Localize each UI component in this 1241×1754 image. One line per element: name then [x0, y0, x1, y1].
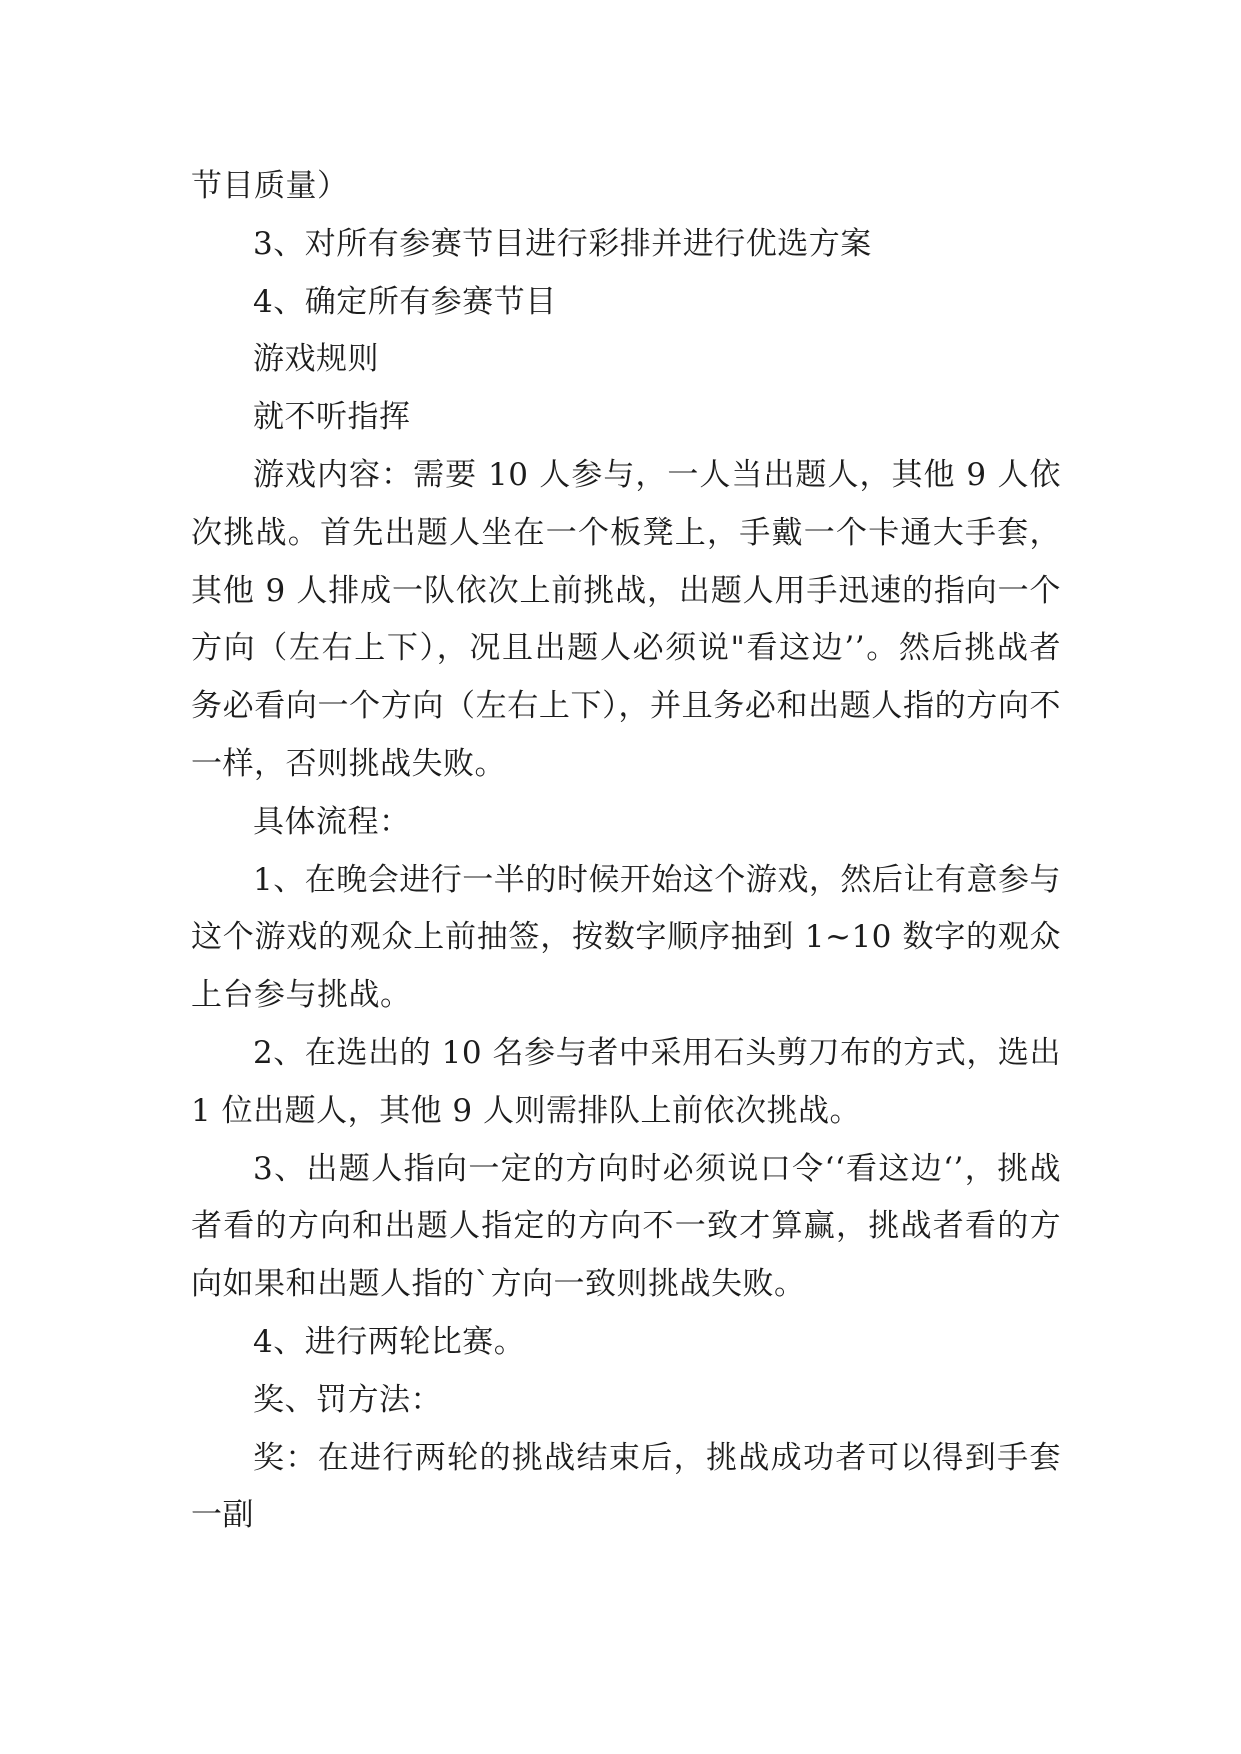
- heading-rewards-penalties: 奖、罚方法：: [253, 1381, 442, 1418]
- paragraph-procedure-1: 1、在晚会进行一半的时候开始这个游戏，然后让有意参与这个游戏的观众上前抽签，按数字顺序抽到 1~10 数字的观众上台参与挑战。: [191, 861, 1061, 1014]
- document-body: [191, 158, 1061, 1545]
- heading-game-name: 就不听指挥: [253, 399, 411, 436]
- paragraph-procedure-3: 3、出题人指向一定的方向时必须说口令‘‘看这边‘’，挑战者看的方向和出题人指定的方向不一致才算赢，挑战者看的方向如果和出题人指的`方向一致则挑战失败。: [191, 1150, 1061, 1303]
- paragraph-procedure-2: 2、在选出的 10 名参与者中采用石头剪刀布的方式，选出 1 位出题人，其他 9 人则需排队上前依次挑战。: [191, 1034, 1061, 1129]
- paragraph-continuation: 节目质量）: [191, 168, 349, 204]
- heading-game-rules: 游戏规则: [253, 341, 379, 378]
- paragraph-procedure-4: 4、进行两轮比赛。: [253, 1323, 526, 1360]
- paragraph-game-content: 游戏内容：需要 10 人参与，一人当出题人，其他 9 人依次挑战。首先出题人坐在一个板凳上，手戴一个卡通大手套，其他 9 人排成一队依次上前挑战，出题人用手迅速的指向一个方向（左右上下），况且出题人必须说"看这边’’。然后挑战者务必看向一个方向（左右上下），并且务必和出题人指的方向不一样，否则挑战失败。: [191, 456, 1061, 782]
- paragraph-step-4-confirm: 4、确定所有参赛节目: [253, 283, 557, 320]
- paragraph-reward: 奖：在进行两轮的挑战结束后，挑战成功者可以得到手套一副: [191, 1439, 1061, 1534]
- heading-procedure: 具体流程：: [253, 803, 411, 840]
- paragraph-step-3-rehearsal: 3、对所有参赛节目进行彩排并进行优选方案: [253, 225, 872, 262]
